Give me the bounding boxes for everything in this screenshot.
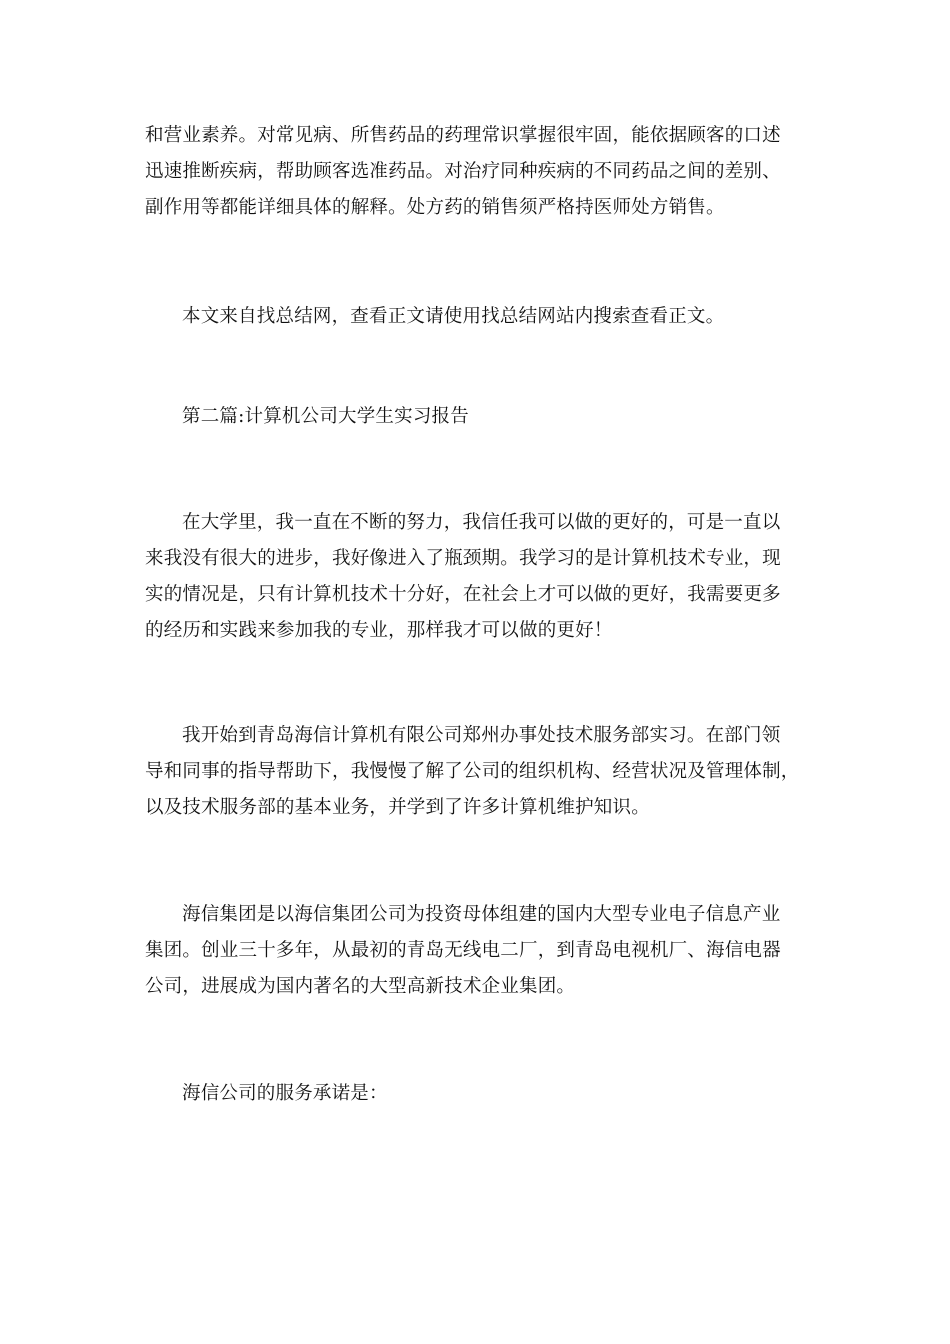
paragraph-4-line-4: 的经历和实践来参加我的专业，那样我才可以做的更好！ <box>145 620 613 641</box>
paragraph-4-line-1: 在大学里，我一直在不断的努力，我信任我可以做的更好的，可是一直以 <box>182 512 781 533</box>
source-note: 本文来自找总结网，查看正文请使用找总结网站内搜索查看正文。 <box>182 306 725 327</box>
paragraph-5-line-2: 导和同事的指导帮助下，我慢慢了解了公司的组织机构、经营状况及管理体制， <box>145 761 800 782</box>
paragraph-6-line-3: 公司，进展成为国内著名的大型高新技术企业集团。 <box>145 976 576 997</box>
paragraph-6-line-1: 海信集团是以海信集团公司为投资母体组建的国内大型专业电子信息产业 <box>182 904 781 925</box>
paragraph-1-line-1: 和营业素养。对常见病、所售药品的药理常识掌握很牢固，能依据顾客的口述 <box>145 125 781 146</box>
paragraph-1-line-3: 副作用等都能详细具体的解释。处方药的销售须严格持医师处方销售。 <box>145 197 725 218</box>
paragraph-4-line-3: 实的情况是，只有计算机技术十分好，在社会上才可以做的更好，我需要更多 <box>145 584 781 605</box>
paragraph-7-line-1: 海信公司的服务承诺是： <box>182 1083 388 1104</box>
paragraph-6-line-2: 集团。创业三十多年，从最初的青岛无线电二厂，到青岛电视机厂、海信电器 <box>145 940 781 961</box>
section-heading: 第二篇:计算机公司大学生实习报告 <box>182 406 469 427</box>
paragraph-1-line-2: 迅速推断疾病，帮助顾客选准药品。对治疗同种疾病的不同药品之间的差别、 <box>145 161 781 182</box>
paragraph-5-line-3: 以及技术服务部的基本业务，并学到了许多计算机维护知识。 <box>145 797 650 818</box>
paragraph-4-line-2: 来我没有很大的进步，我好像进入了瓶颈期。我学习的是计算机技术专业，现 <box>145 548 781 569</box>
paragraph-5-line-1: 我开始到青岛海信计算机有限公司郑州办事处技术服务部实习。在部门领 <box>182 725 781 746</box>
